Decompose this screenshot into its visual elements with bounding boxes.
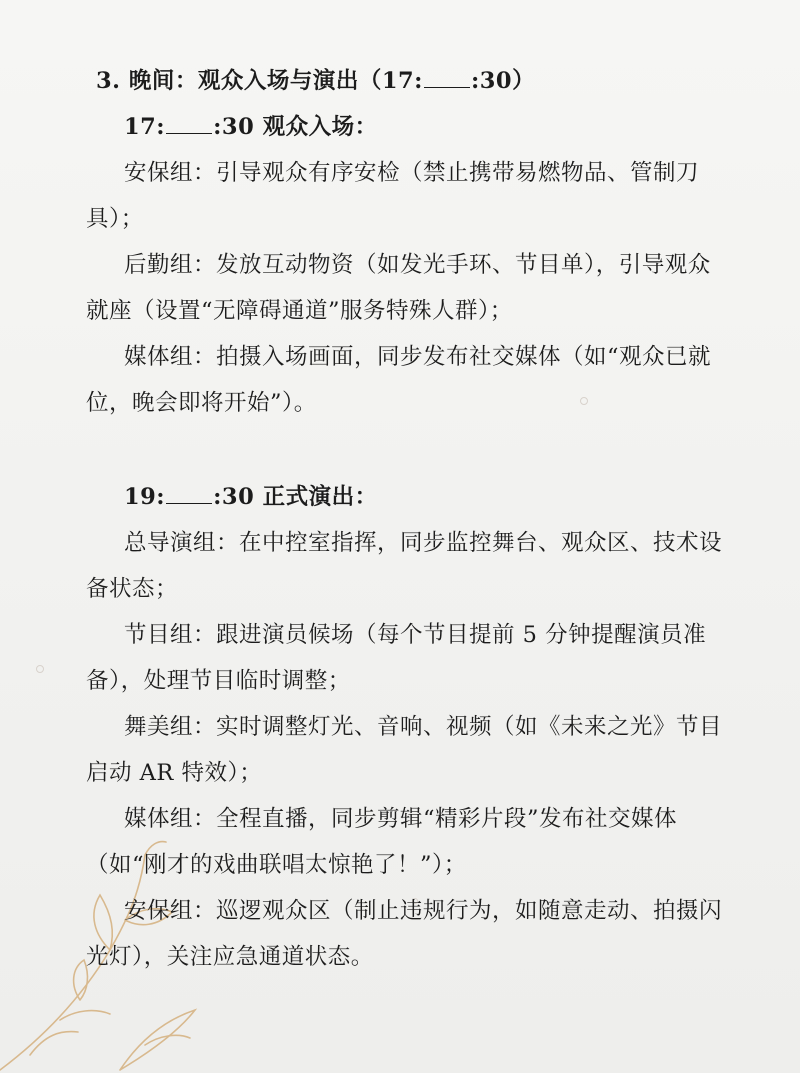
paragraph-line: 光灯），关注应急通道状态。 xyxy=(86,944,374,970)
paragraph-line: 备状态； xyxy=(86,576,179,602)
fill-blank xyxy=(166,115,212,134)
paragraph-line: 安保组：引导观众有序安检（禁止携带易燃物品、管制刀 xyxy=(124,160,700,186)
section-heading: 3. 晚间：观众入场与演出（17: :30） xyxy=(96,68,536,94)
document-body xyxy=(86,58,766,980)
entry-subheading: 17: :30 观众入场： xyxy=(124,114,378,140)
paragraph-line: 媒体组：全程直播，同步剪辑“精彩片段”发布社交媒体 xyxy=(124,806,678,832)
paragraph-line: （如“刚才的戏曲联唱太惊艳了！”）； xyxy=(86,852,467,878)
paragraph-line: 具）； xyxy=(86,206,144,232)
paragraph-line: 总导演组：在中控室指挥，同步监控舞台、观众区、技术设 xyxy=(124,530,723,556)
paragraph-line: 节目组：跟进演员候场（每个节目提前 5 分钟提醒演员准 xyxy=(124,622,707,648)
paragraph-line: 备），处理节目临时调整； xyxy=(86,668,351,694)
paragraph-line: 位，晚会即将开始”）。 xyxy=(86,390,317,416)
fill-blank xyxy=(424,69,470,88)
paragraph-line: 安保组：巡逻观众区（制止违规行为，如随意走动、拍摄闪 xyxy=(124,898,723,924)
paragraph-line: 后勤组：发放互动物资（如发光手环、节目单），引导观众 xyxy=(124,252,711,278)
section-gap xyxy=(86,426,766,474)
paragraph-line: 媒体组：拍摄入场画面，同步发布社交媒体（如“观众已就 xyxy=(124,344,712,370)
paper-speck xyxy=(36,665,44,673)
paragraph-line: 启动 AR 特效）； xyxy=(86,760,263,786)
paragraph-line: 舞美组：实时调整灯光、音响、视频（如《未来之光》节目 xyxy=(124,714,723,740)
show-subheading: 19: :30 正式演出： xyxy=(124,484,378,510)
paragraph-line: 就座（设置“无障碍通道”服务特殊人群）； xyxy=(86,298,513,324)
fill-blank xyxy=(166,485,212,504)
